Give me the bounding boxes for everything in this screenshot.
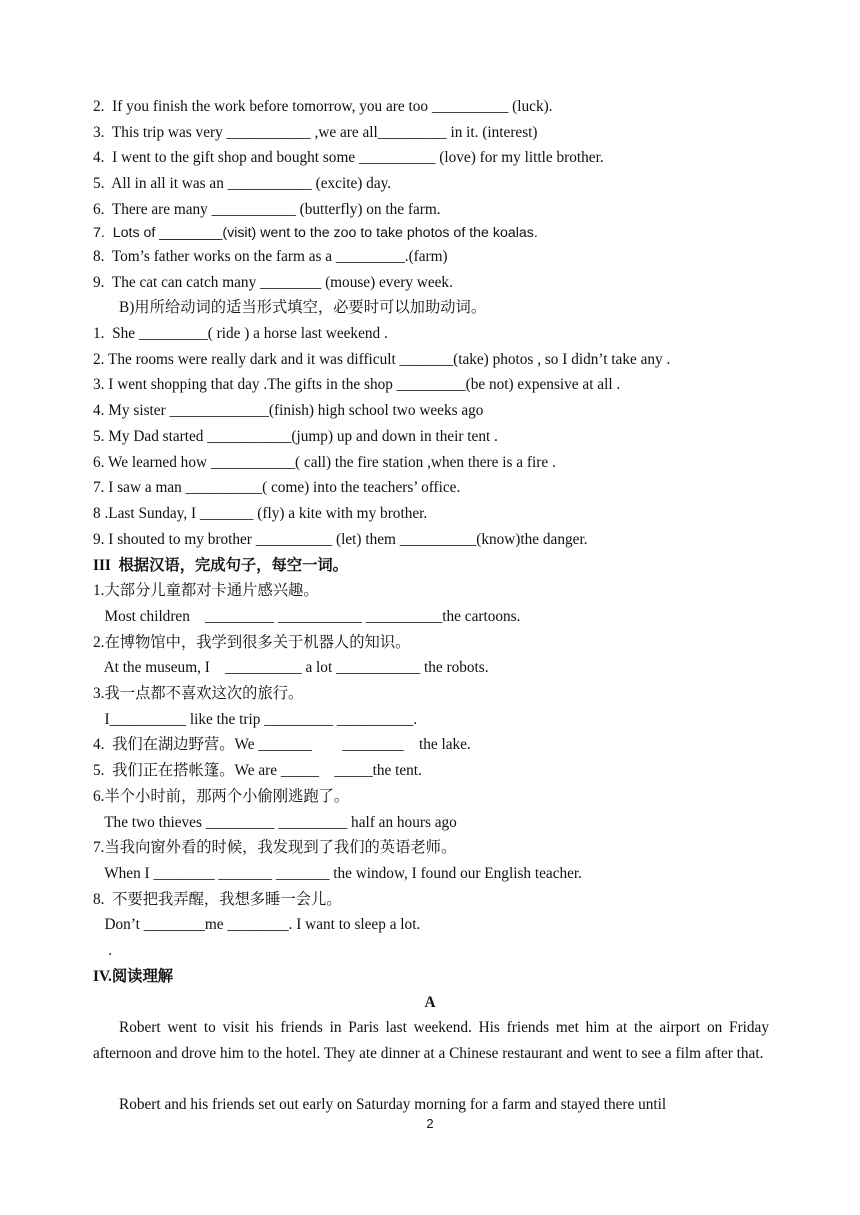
passage-paragraph-2: Robert and his friends set out early on Saturday morning for a farm and stayed there until xyxy=(119,1096,667,1113)
translation-prompt-1: 1.大部分儿童都对卡通片感兴趣。 xyxy=(93,582,319,599)
exercise-line-a2: 2. If you finish the work before tomorrow, you are too __________ (luck). xyxy=(93,98,553,115)
exercise-line-a4: 4. I went to the gift shop and bought some __________ (love) for my little brother. xyxy=(93,149,604,166)
exercise-line-a6: 6. There are many ___________ (butterfly) on the farm. xyxy=(93,201,441,218)
exercise-line-a8: 8. Tom’s father works on the farm as a _________.(farm) xyxy=(93,248,448,265)
translation-prompt-3: 3.我一点都不喜欢这次的旅行。 xyxy=(93,685,304,702)
translation-prompt-7: 7.当我向窗外看的时候，我发现到了我们的英语老师。 xyxy=(93,839,457,856)
passage-label: A xyxy=(424,994,436,1011)
translation-answer-8: Don’t ________me ________. I want to sleep a lot. xyxy=(93,916,421,933)
translation-answer-3: I__________ like the trip _________ __________. xyxy=(93,711,418,728)
exercise-line-b9: 9. I shouted to my brother __________ (let) them __________(know)the danger. xyxy=(93,531,588,548)
exercise-line-a5: 5. All in all it was an ___________ (excite) day. xyxy=(93,175,392,192)
translation-item-5: 5. 我们正在搭帐篷。We are _____ _____the tent. xyxy=(93,762,422,779)
translation-prompt-8: 8. 不要把我弄醒，我想多睡一会儿。 xyxy=(93,891,342,908)
section-iv-title: IV.阅读理解 xyxy=(93,968,174,985)
exercise-line-b7: 7. I saw a man __________( come) into the teachers’ office. xyxy=(93,479,461,496)
translation-answer-6: The two thieves _________ _________ half an hours ago xyxy=(93,814,457,831)
exercise-line-b2: 2. The rooms were really dark and it was difficult _______(take) photos , so I didn’t take any . xyxy=(93,351,671,368)
translation-answer-7: When I ________ _______ _______ the window, I found our English teacher. xyxy=(93,865,582,882)
exercise-line-b4: 4. My sister _____________(finish) high school two weeks ago xyxy=(93,402,484,419)
translation-prompt-2: 2.在博物馆中，我学到很多关于机器人的知识。 xyxy=(93,634,411,651)
exercise-line-b8: 8 .Last Sunday, I _______ (fly) a kite with my brother. xyxy=(93,505,428,522)
exercise-line-b1: 1. She _________( ride ) a horse last weekend . xyxy=(93,325,388,342)
exercise-line-a9: 9. The cat can catch many ________ (mouse) every week. xyxy=(93,274,453,291)
exercise-line-a7: 7. Lots of ________(visit) went to the zoo to take photos of the koalas. xyxy=(93,225,538,241)
exercise-line-a3: 3. This trip was very ___________ ,we are all_________ in it. (interest) xyxy=(93,124,538,141)
exercise-line-b5: 5. My Dad started ___________(jump) up and down in their tent . xyxy=(93,428,498,445)
translation-prompt-6: 6.半个小时前，那两个小偷刚逃跑了。 xyxy=(93,788,350,805)
translation-answer-1: Most children _________ ___________ __________the cartoons. xyxy=(93,608,521,625)
section-iii-title: III 根据汉语，完成句子，每空一词。 xyxy=(93,557,348,574)
translation-item-4: 4. 我们在湖边野营。We _______ ________ the lake. xyxy=(93,736,471,753)
exercise-line-b6: 6. We learned how ___________( call) the fire station ,when there is a fire . xyxy=(93,454,556,471)
section-b-title: B)用所给动词的适当形式填空，必要时可以加助动词。 xyxy=(119,299,487,316)
stray-dot: . xyxy=(93,942,113,959)
passage-paragraph-1: Robert went to visit his friends in Paris last weekend. His friends met him at the airport on Friday afternoon and drove him to the hotel. They ate dinner at a Chinese restaurant and went to see a film after that. xyxy=(93,1019,769,1062)
page-number: 2 xyxy=(426,1116,434,1131)
exercise-line-b3: 3. I went shopping that day .The gifts in the shop _________(be not) expensive at all . xyxy=(93,376,621,393)
translation-answer-2: At the museum, I __________ a lot ___________ the robots. xyxy=(93,659,489,676)
